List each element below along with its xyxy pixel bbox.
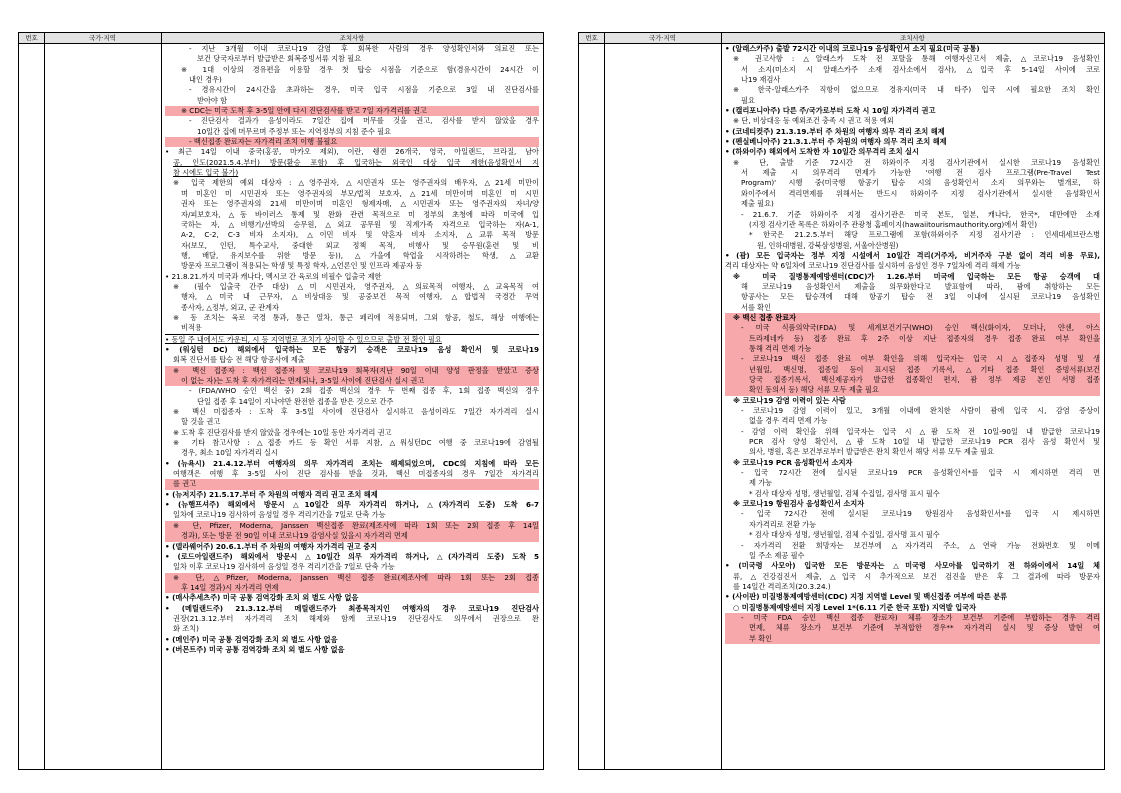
text-line: 와이주에서 격리면제를 위해서는 반드시 하와이주 지정 검사기관에서 실시한 음성확인서	[741, 188, 1100, 198]
text-line: ※ 단, △Pfizer, Moderna, Janssen 백신 접종 완료(제조사에 따라 1회 또는 2회 접종	[165, 573, 539, 583]
text-line: - 21.6.7. 기준 하와이주 지정 검사기관은 미국 본토, 일본, 캐나다, 한국*, 대만에만 소재	[741, 209, 1100, 219]
text-line: - 자가격리 전환 희망자는 보건부에 △자가격리 주소, △연락 가능 전화번호 및 이메	[741, 540, 1100, 550]
text-line: 격리 대상자는 약 6일차에 코로나19 진단검사를 실시하여 음성인 경우 7일차에 격리 해제 가능	[725, 261, 1021, 271]
text-line: 할 것을 권고	[181, 417, 221, 427]
text-line: 행자, △미국 내 근무자, △비상대응 및 공중보건 목적 여행자, △합법적 국경간 무역	[181, 292, 539, 302]
text-line: - 감염 이력 확인을 위해 입국자는 입국 시 △괌 도착 전 10일-90일 내 발급한 코로나19	[741, 426, 1100, 436]
left-panel	[18, 32, 544, 770]
text-line: ○ 미질병통제예방센터 지정 Level 1*(6.11 기준 한국 포함) 지역발 입국자	[733, 602, 977, 612]
text-line: * 검사 대상자 성명, 생년월일, 검체 수집일, 검사명 표시 필수	[749, 488, 940, 498]
text-line: • (메인주) 미국 공통 검역강화 조치 외 별도 사항 없음	[165, 634, 338, 644]
text-line: 보건 당국자로부터 발급받은 회복증빙서류 지참 필요	[197, 54, 362, 64]
text-line: - 코로나19 백신 접종 완료 여부 확인을 위해 입국자는 입국 시 △접종자 성명 및 생	[725, 354, 1100, 364]
text-line: - 진단검사 결과가 음성이라도 7일간 집에 머무를 것을 권고, 검사를 받지 않았을 경우	[189, 116, 539, 126]
text-line: - (FDA/WHO 승인 백신 중) 2회 접종 백신의 경우 두 번째 접종 후, 1회 접종 백신의 경우	[189, 386, 539, 396]
measures-column	[725, 44, 1100, 769]
text-line: 해 코로나19 음성확인서 제출을 의무화한다고 발표함에 따라, 괌에 취항하는 모든	[741, 281, 1100, 291]
text-line: • (괌) 모든 입국자는 정부 지정 시설에서 10일간 격리(거주자, 비거주자 구분 없이 격리 비용 무료),	[725, 250, 1100, 260]
text-line: * 검사 대상자 성명, 생년월일, 검체 수집일, 검사명 표시 필수	[749, 530, 940, 540]
text-line: ※ 단, 비상대응 등 예외조건 충족 시 권고 적용 예외	[733, 116, 894, 126]
text-line: • (뉴저지주) 21.5.17.부터 주 차원의 여행자 격리 권고 조치 해제	[165, 489, 378, 499]
text-line: - 미국 식품의약국(FDA) 및 세계보건기구(WHO) 승인 백신(화이자, 모더나, 얀센, 아스	[725, 323, 1100, 333]
text-line: - 입국 72시간 전에 실시된 코로나19 PCR 음성확인서*를 입국 시 제시하면 격리 면	[741, 468, 1100, 478]
text-line: 일 주소 제공 필수	[749, 550, 805, 560]
text-line: • (버몬트주) 미국 공통 검역강화 조치 외 별도 사항 없음	[165, 644, 345, 654]
text-line: 제 가능	[749, 478, 773, 488]
text-line: ※ 한국-알래스카주 직항이 없으므로 경유지(미국 내 타주) 입국 시에 필요한 조치 확인	[733, 85, 1100, 95]
text-line: • 21.8.21.까지 미국과 캐나다, 멕시코 간 육로의 비필수 입출국 제한	[165, 271, 382, 281]
text-line: ※ 코로나19 항원검사 음성확인서 소지자	[733, 499, 865, 509]
header-country: 국가·지역	[44, 33, 162, 43]
text-line: 화 조치)	[173, 624, 199, 634]
text-line: ※ 코로나19 감염 이력이 있는 사람	[733, 395, 846, 405]
text-line: 단일 접종 후 14일이 지나야만 완전한 접종을 받은 것으로 간주	[197, 396, 394, 406]
text-line: • (알래스카주) 출발 72시간 이내의 코로나19 음성확인서 소지 필요(미국 공통)	[725, 44, 980, 53]
text-line: • 동일 주 내에서도 카운티, 시 등 지역별로 조치가 상이할 수 있으므로 출발 전 확인 필요	[165, 334, 539, 345]
text-line: 비적용	[181, 323, 202, 333]
text-line: • (매사추세츠주) 미국 공통 검역강화 조치 외 별도 사항 없음	[165, 593, 359, 603]
text-line: 권장(21.3.12.부터 자가격리 조치 해제와 함께 코로나19 진단검사도 의무에서 권장으로 완	[173, 613, 539, 623]
text-line: • (미국령 사모아) 입국한 모든 방문자는 △미국령 사모아를 입국하기 전 하와이에서 14일 체	[725, 561, 1100, 571]
text-line: ※ 단, Pfizer, Moderna, Janssen 백신접종 완료(제조사에 따라 1회 또는 2회 접종 후 14일	[165, 521, 539, 531]
text-line: 10일간 집에 머무르며 주정부 또는 지역정부의 지침 준수 필요	[197, 126, 392, 136]
text-line: • (델라웨어주) 20.6.1.부터 주 차원의 여행자 자가격리 권고 중지	[165, 541, 378, 551]
text-line: 자(보모, 인턴, 특수교사, 중대한 외교 정책 목적, 비행사 및 승무원(훈련 및 비	[181, 240, 539, 250]
text-line: ※ 입국 제한의 예외 대상자 : △영주권자, △시민권자 또는 영주권자의 배우자, △21세 미만이	[173, 178, 539, 188]
text-line: ※ 코로나19 PCR 음성확인서 소지자	[733, 457, 853, 467]
text-line: ※ CDC는 미국 도착 후 3-5일 안에 다시 진단검사를 받고 7일 자가격리를 권고	[165, 106, 539, 116]
text-line: 자가격리로 전환 가능	[749, 519, 817, 529]
text-line: ※ 기타 참고사항 : △접종 카드 등 확인 서류 지참, △워싱턴DC 여행 중 코로나19에 감염될	[173, 438, 539, 448]
text-line: 나19 재검사	[741, 75, 781, 85]
text-line: 확인 동의서 등) 해당 서류 모두 제출 필요	[725, 385, 1100, 395]
text-line: 원, 인하대병원, 강북삼성병원, 서울아산병원)	[757, 240, 899, 250]
text-line: ※ 미국 질병통제예방센터(CDC)가 1.26.부터 미국에 입국하는 모든 항공 승객에 대	[733, 271, 1100, 281]
text-line: • (사이판) 미질병통제예방센터(CDC) 지정 지역별 Level 및 백신접종 여부에 따른 분류	[725, 592, 1008, 602]
text-line: 면제, 체류 장소가 보건부 기준에 부적합한 경우** 자가격리 실시 및 증상 발현 여	[725, 623, 1100, 633]
text-line: ※ 백신 접종자 : 백신 접종자 및 코로나19 회복자(지난 90일 이내 양성 판정을 받았고 증상	[165, 366, 539, 376]
text-line: • (뉴햄프셔주) 해외에서 방문시 △10일간 의무 자가격리 하거나, △(자가격리 도중) 도착 6-7	[165, 500, 539, 510]
text-line: • (뉴욕시) 21.4.12.부터 여행자의 의무 자가격리 조치는 해제되었으며, CDC의 지침에 따라 모든	[165, 458, 539, 468]
header-content: 조치사항	[339, 34, 365, 42]
right-panel	[578, 32, 1105, 770]
text-line: 여행객은 여행 후 3-5일 사이 진단 검사를 받을 것과, 백신 미접종자의 경우 7일간 자가격리	[173, 469, 539, 479]
text-line: 권자 또는 영주권자의 21세 미만이며 미혼인 형제자매, △시민권자 또는 영주권자의 자녀/양	[181, 199, 539, 209]
text-line: PCR 검사 양성 확인서, △괌 도착 10일 내 발급한 코로나19 PCR 검사 음성 확인서 및	[749, 437, 1100, 447]
text-line: 류, △건강검진서 제출, △입국 시 추가적으로 보건 검진을 받은 후 그 결과에 따라 방문자	[733, 571, 1100, 581]
table-header	[19, 33, 543, 44]
text-line: 국하는 자, △비행기/선박의 승무원, △외교 공무원 및 직계가족 자격으로 입국하는 자(A-1,	[181, 219, 539, 229]
text-line: ※ 1대 이상의 경유편을 이용할 경우 첫 탑승 시점을 기준으로 함(경유시간이 24시간 이	[181, 64, 539, 74]
text-line: 년월일, 백신명, 접종일 등이 표시된 접종 기록서, △기타 접종 확인 증빙서류(보건	[725, 365, 1100, 375]
text-line: 자/피보호자, △동 바이러스 통제 및 완화 관련 목적으로 미 정부의 초청에 따라 미국에 입	[181, 209, 539, 219]
text-line: ※ (필수 입출국 간주 대상) △미 시민권자, 영주권자, △의료목적 여행자, △교육목적 여	[173, 281, 539, 291]
text-line: A-2, C-2, C-3 비자 소지자), △이민 비자 및 약혼자 비자 소지자, △교류 목적 방문	[181, 230, 539, 240]
text-line: • 최근 14일 이내 중국(홍콩, 마카오 제외), 이란, 쉥겐 26개국, 영국, 아일랜드, 브라질, 남아	[165, 147, 539, 157]
text-line: • (캘리포니아주) 다른 주/국가로부터 도착 시 10일 자가격리 권고	[725, 106, 936, 116]
text-line: 공, 인도(2021.5.4.부터) 방문(환승 포함) 후 입국하는 외국인 대상 입국 제한(음성확인서 지	[173, 157, 539, 167]
text-line: 없을 경우 격리 면제 가능	[749, 416, 828, 426]
column-divider	[161, 43, 162, 769]
text-line: 내인 경우)	[189, 75, 222, 85]
text-line: 를 권고	[165, 479, 539, 489]
measures-column	[165, 44, 539, 769]
text-line: ※ 백신 접종 완료자	[725, 313, 1100, 323]
text-line: 제출 필요)	[741, 199, 774, 209]
text-line: 후 14일 경과)시 자가격리 면제	[165, 583, 539, 593]
text-line: 회복 진단서를 탑승 전 해당 항공사에 제출	[173, 355, 305, 365]
text-line: 종사자, △정부, 외교, 군 관계자	[181, 302, 279, 312]
text-line: 방문자 프로그램이 적용되는 학생 및 특정 학자, △언론인 및 인프라 제공자 등	[181, 261, 423, 271]
column-divider	[604, 43, 605, 769]
text-line: • (로드아일랜드주) 해외에서 방문시 △10일간 의무 자가격리 하거나, △(자가격리 도중) 도착 5	[165, 551, 539, 561]
text-line: 트라제네카 등) 접종 완료 후 2주 이상 지난 접종자의 경우 접종 완료 여부 확인을	[725, 334, 1100, 344]
header-no: 번호	[579, 33, 605, 43]
text-line: 를 14일간 격리조치(20.3.24.)	[733, 581, 831, 591]
text-line: • (워싱턴 DC) 해외에서 입국하는 모든 항공기 승객은 코로나19 음성 확인서 및 코로나19	[165, 344, 539, 354]
text-line: 며 미혼인 미 시민권자 또는 영주권자의 부모/법적 보호자, △21세 미만이며 미혼인 미 시민	[181, 188, 539, 198]
header-country: 국가·지역	[604, 33, 722, 43]
text-line: - 지난 3개월 이내 코로나19 감염 후 회복한 사람의 경우 양성확인서와 의료진 또는	[189, 44, 539, 53]
text-line: Program)' 시행 중(미국행 항공기 탑승 시의 음성확인서 소지 의무와는 별개로, 하	[741, 178, 1100, 188]
text-line: • (메릴랜드주) 21.3.12.부터 메릴랜드주가 최종목적지인 여행자의 경우 코로나19 진단검사	[165, 603, 539, 613]
text-line: 받아야 함	[197, 95, 228, 105]
text-line: 항공사는 모든 탑승객에 대해 항공기 탑승 전 3일 이내에 실시된 코로나19 음성확인	[741, 292, 1100, 302]
text-line: • (펜실베니아주) 21.3.1.부터 주 차원의 여행자 의무 격리 조치 해제	[725, 137, 947, 147]
text-line: - 미국 FDA 승인 백신 접종 완료자) 체류 장소가 보건부 기준에 부합하는 경우 격리	[725, 613, 1100, 623]
text-line: 행, 배달, 유지보수를 위한 방문 등)), △가을에 학업을 시작하려는 학생, △교환	[181, 250, 539, 260]
text-line: 서를 확인	[741, 302, 772, 312]
text-line: 필요	[741, 95, 755, 105]
text-line: 이 없는 자)는 도착 후 자가격리는 면제되나, 3-5일 사이에 진단검사 실시 권고	[165, 376, 539, 386]
text-line: 경과), 또는 방문 전 90일 이내 코로나19 감염사실 있을시 자가격리 면제	[165, 531, 539, 541]
column-divider	[44, 43, 45, 769]
text-line: 일차에 코로나19 검사하여 음성일 경우 격리기간을 7일로 단축 가능	[173, 510, 386, 520]
text-line: 통해 격리 면제 가능	[725, 344, 1100, 354]
text-line: ※ 단, 출발 기준 72시간 전 하와이주 지정 검사기관에서 실시한 코로나19 음성확인	[733, 157, 1100, 167]
text-line: * 한국은 21.2.5.부터 해당 프로그램에 포함(하와이주 지정 검사기관 : 인세대세브란스병	[749, 230, 1100, 240]
text-line: • (하와이주) 해외에서 도착한 자 10일간 의무격리 조치 실시	[725, 147, 919, 157]
text-line: (지정 검사기관 목록은 하와이주 관광청 홈페이지(hawaiitourismauthority.org)에서 확인)	[749, 219, 1038, 229]
text-line: ※ 권고사항 : △알래스카 도착 전 포탈을 통해 여행자신고서 제출, △코로나19 음성확인	[733, 54, 1100, 64]
header-content: 조치사항	[900, 34, 925, 42]
text-line: 참 시에도 입국 불가)	[173, 168, 239, 178]
text-line: ※ 동 조치는 육로 국경 통과, 통근 열차, 통근 페리에 적용되며, 그외 항공, 철도, 해상 여행에는	[173, 312, 539, 322]
text-line: - 경유시간이 24시간을 초과하는 경우, 미국 입국 시점을 기준으로 3일 내 진단검사를	[189, 85, 539, 95]
column-divider	[721, 43, 722, 769]
text-line: 일차 이후 코로나19 검사하여 음성일 경우 격리기간을 7일로 단축 가능	[173, 562, 395, 572]
text-line: 의사, 병원, 혹은 보건부로부터 발급받은 완치 확인서 해당 서류 모두 제출 필요	[749, 447, 994, 457]
text-line: - 백신접종 완료자는 자가격리 조치 이행 불필요	[165, 137, 539, 147]
text-line: 경우, 최소 10일 자가격리 실시	[181, 448, 278, 458]
text-line: 부 확인	[725, 634, 1100, 644]
text-line: • (코네티컷주) 21.3.19.부터 주 차원의 여행자 의무 격리 조치 해제	[725, 126, 945, 136]
text-line: 서 소지(미소지 시 알래스카주 소재 검사소에서 검사), △입국 후 5-14일 사이에 코로	[741, 64, 1100, 74]
text-line: 당국 접종기록서, 백신제공자가 발급한 접종확인 편지, 괌 정부 제공 본인 서명 접종	[725, 375, 1100, 385]
text-line: 서 제출 시 의무격리 면제가 가능한 '여행 전 검사 프로그램(Pre-Travel Test	[741, 168, 1100, 178]
text-line: - 입국 72시간 전에 실시된 코로나19 항원검사 음성확인서*를 입국 시 제시하면	[741, 509, 1100, 519]
header-no: 번호	[19, 33, 45, 43]
table-header	[579, 33, 1104, 44]
text-line: ※ 도착 후 진단검사를 받지 않았을 경우에는 10일 동안 자가격리 권고	[173, 427, 392, 437]
text-line: - 코로나19 감염 이력이 있고, 3개월 이내에 완치한 사람이 괌에 입국 시, 감염 증상이	[741, 406, 1100, 416]
text-line: ※ 백신 미접종자 : 도착 후 3-5일 사이에 진단검사 실시하고 음성이라도 7일간 자가격리 실시	[173, 407, 539, 417]
